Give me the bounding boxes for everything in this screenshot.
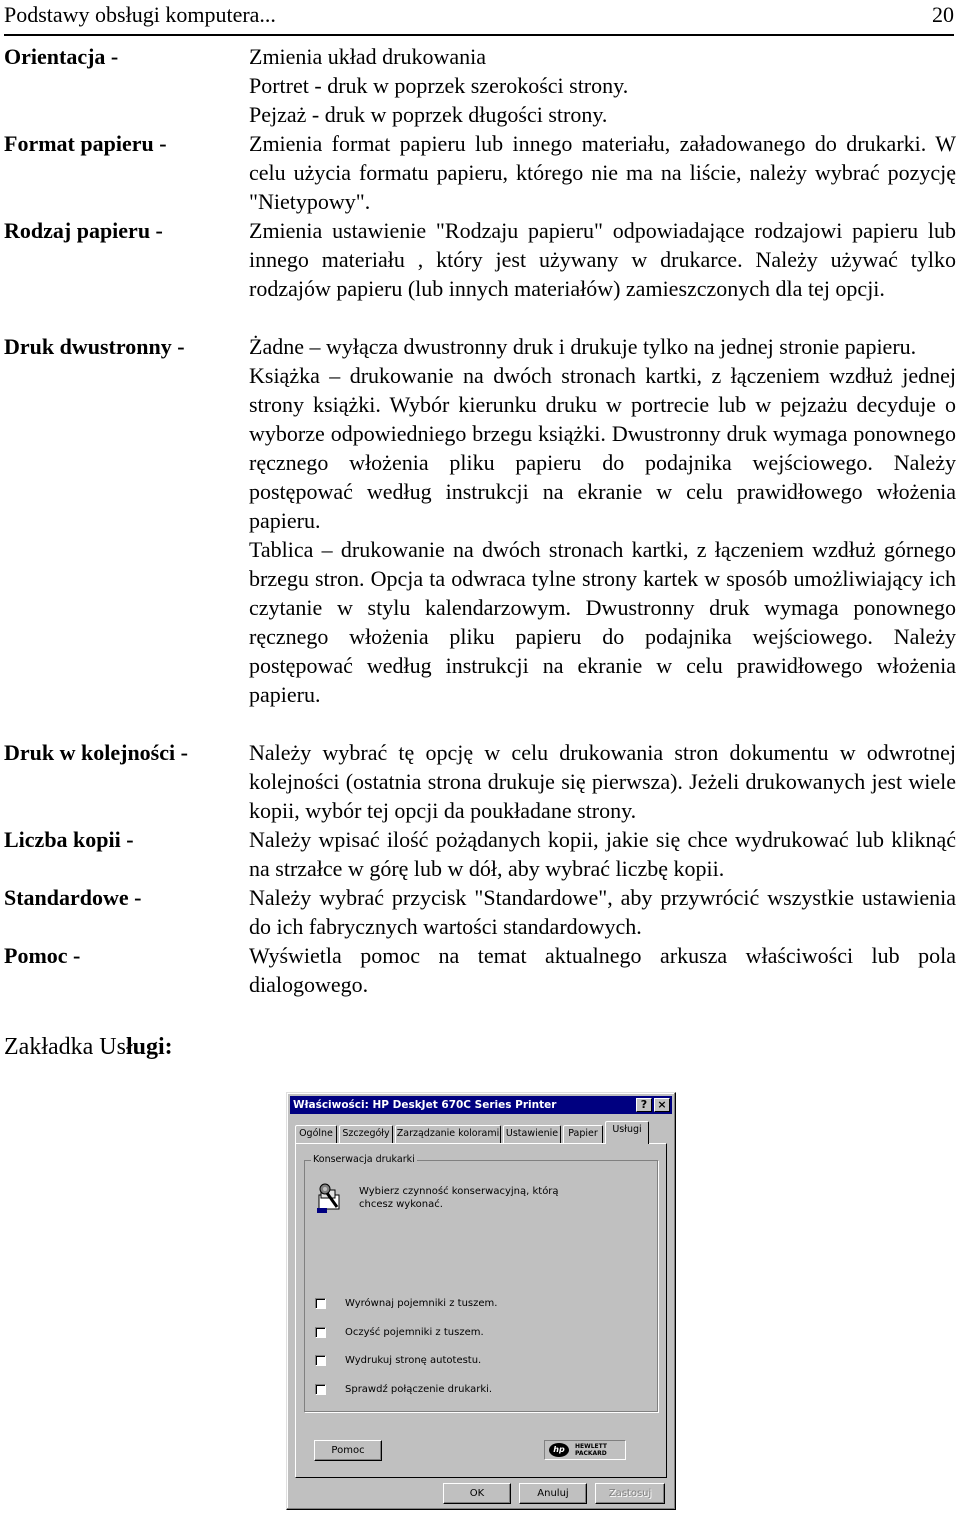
help-icon[interactable]: ? [636, 1098, 652, 1112]
term-paper-type: Rodzaj papieru - [4, 218, 163, 243]
term-reverse-order: Druk w kolejności - [4, 740, 188, 765]
option-label: Wydrukuj stronę autotestu. [345, 1355, 482, 1366]
desc-paragraph: Zmienia format papieru lub innego materiału, załadowanego do drukarki. W celu użycia formatu papieru, którego nie ma na liście, należy wybrać pozycję "Nietypowy". [249, 131, 956, 214]
help-button[interactable]: Pomoc [314, 1440, 382, 1461]
page-number: 20 [932, 2, 954, 27]
term-duplex: Druk dwustronny - [4, 334, 185, 359]
term-orientation: Orientacja - [4, 44, 119, 69]
desc-help [249, 941, 956, 999]
maintenance-group [304, 1154, 658, 1412]
desc-paragraph: Zmienia układ drukowania [249, 44, 487, 69]
option-label: Wyrównaj pojemniki z tuszem. [345, 1298, 498, 1309]
desc-paragraph: Portret - druk w poprzek szerokości strony. [249, 73, 629, 98]
desc-duplex [249, 332, 956, 709]
tab-general[interactable]: Ogólne [295, 1125, 337, 1143]
printer-properties-dialog [286, 1092, 676, 1510]
term-defaults: Standardowe - [4, 885, 142, 910]
desc-defaults [249, 883, 956, 941]
desc-paragraph: Wyświetla pomoc na temat aktualnego arkusza właściwości lub pola dialogowego. [249, 943, 956, 997]
option-label: Oczyść pojemniki z tuszem. [345, 1327, 484, 1338]
term-help: Pomoc - [4, 943, 81, 968]
desc-copies [249, 825, 956, 883]
tab-services[interactable]: Usługi [605, 1121, 649, 1144]
term-paper-format: Format papieru - [4, 131, 167, 156]
tab-details[interactable]: Szczegóły [339, 1125, 393, 1143]
services-panel [295, 1143, 667, 1478]
dialog-title: Właściwości: HP DeskJet 670C Series Printer [293, 1099, 557, 1111]
desc-paper-type [249, 216, 956, 303]
section-label-prefix: Zakładka Us [4, 1034, 126, 1060]
close-icon[interactable]: × [654, 1098, 670, 1112]
checkbox[interactable] [315, 1327, 326, 1338]
desc-orientation [249, 42, 956, 129]
desc-reverse-order [249, 738, 956, 825]
checkbox[interactable] [315, 1384, 326, 1395]
hp-logo-text: HEWLETT PACKARD [575, 1443, 607, 1457]
hp-logo-mark: hp [549, 1443, 569, 1457]
desc-paragraph: Tablica – drukowanie na dwóch stronach kartki, z łączeniem wzdłuż górnego brzegu stron. Opcja ta odwraca tylne strony kartek w sposób umożliwiający ich czytanie w stylu kalendarzowym. Dwustronny druk wymaga ponownego ręcznego włożenia pliku papieru do podajnika wejściowego. Należy postępować według instrukcji na ekranie w celu prawidłowego włożenia papieru. [249, 537, 956, 707]
desc-paper-format [249, 129, 956, 216]
ok-button[interactable]: OK [443, 1483, 511, 1504]
desc-paragraph: Należy wybrać przycisk "Standardowe", aby przywrócić wszystkie ustawienia do ich fabrycznych wartości standardowych. [249, 885, 956, 939]
hp-logo [544, 1440, 626, 1460]
checkbox[interactable] [315, 1355, 326, 1366]
apply-button[interactable]: Zastosuj [595, 1483, 665, 1504]
option-label: Sprawdź połączenie drukarki. [345, 1384, 493, 1395]
desc-paragraph: Należy wpisać ilość pożądanych kopii, jakie się chce wydrukować lub kliknąć na strzałce w górę lub w dół, aby wybrać liczbę kopii. [249, 827, 956, 881]
tab-setup[interactable]: Ustawienie [503, 1125, 561, 1143]
desc-paragraph: Żadne – wyłącza dwustronny druk i drukuje tylko na jednej stronie papieru. [249, 334, 917, 359]
section-label [4, 1030, 173, 1064]
desc-paragraph: Pejzaż - druk w poprzek długości strony. [249, 102, 608, 127]
desc-paragraph: Zmienia ustawienie "Rodzaju papieru" odpowiadające rodzajowi papieru lub innego materiału , który jest używany w drukarce. Należy używać tylko rodzajów papieru (lub innych materiałów) zamieszczonych dla tej opcji. [249, 218, 956, 301]
desc-paragraph: Należy wybrać tę opcję w celu drukowania stron dokumentu w odwrotnej kolejności (ostatnia strona drukuje się pierwsza). Jeżeli drukowanych jest wiele kopii, wybór tej opcji da poukładane strony. [249, 740, 956, 823]
tab-strip [295, 1121, 667, 1143]
printer-maintenance-icon [315, 1181, 343, 1215]
term-copies: Liczba kopii - [4, 827, 134, 852]
group-label: Konserwacja drukarki [313, 1154, 415, 1165]
dialog-titlebar[interactable] [290, 1096, 672, 1114]
document-title: Podstawy obsługi komputera... [4, 2, 276, 27]
section-label-bold: ługi: [125, 1034, 173, 1060]
instruction-text: Wybierz czynność konserwacyjną, którą chcesz wykonać. [359, 1186, 559, 1210]
checkbox[interactable] [315, 1298, 326, 1309]
desc-paragraph: Książka – drukowanie na dwóch stronach kartki, z łączeniem wzdłuż jednej strony książki. Wybór kierunku druku w portrecie lub w pejzażu decyduje o wyborze odpowiedniego brzegu książki. Dwustronny druk wymaga ponownego ręcznego włożenia pliku papieru do podajnika wejściowego. Należy postępować według instrukcji na ekranie w celu prawidłowego włożenia papieru. [249, 363, 956, 533]
cancel-button[interactable]: Anuluj [519, 1483, 587, 1504]
page-header [4, 0, 954, 36]
tab-color-management[interactable]: Zarządzanie kolorami [395, 1125, 501, 1143]
tab-paper[interactable]: Papier [563, 1125, 603, 1143]
